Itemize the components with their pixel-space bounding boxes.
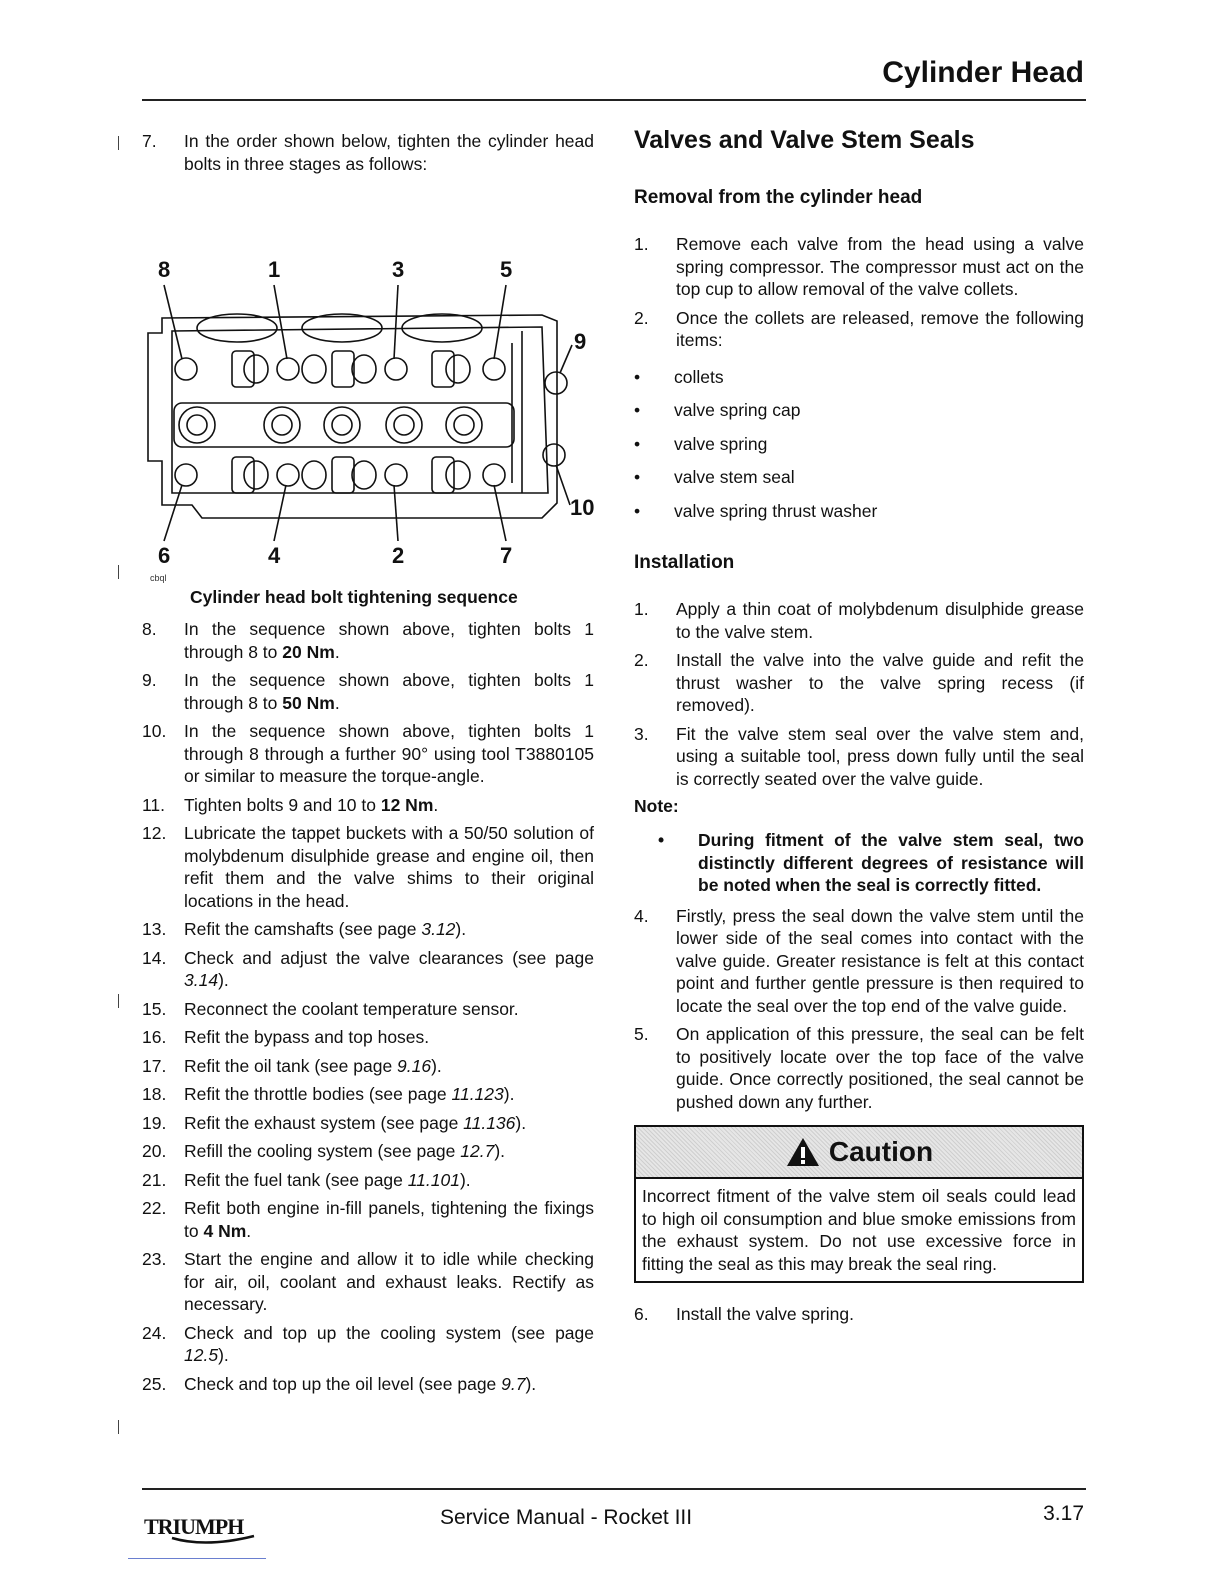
tightening-step: 9. In the sequence shown above, tighten bolts 1 through 8 to 50 Nm. xyxy=(142,670,594,713)
tightening-step: 10. In the sequence shown above, tighten bolts 1 through 8 through a further 90° using tool T3880105 or similar to measure the torque-angle. xyxy=(142,721,594,786)
bolt-label-1: 1 xyxy=(268,257,281,282)
svg-text:TRIUMPH: TRIUMPH xyxy=(144,1514,244,1539)
tightening-step: 12. Lubricate the tappet buckets with a 50/50 solution of molybdenum disulphide grease and engine oil, then refit them and the valve shims to their original locations in the head. xyxy=(142,823,594,911)
installation-step: 1. Apply a thin coat of molybdenum disulphide grease to the valve stem. xyxy=(634,599,1084,642)
installation-heading: Installation xyxy=(634,552,735,573)
removal-bullet: • valve spring thrust washer xyxy=(634,500,878,521)
installation-step: 4. Firstly, press the seal down the valve stem until the lower side of the seal comes into contact with the valve guide. Greater resistance is felt at this contact point and further gentle pressure is then required to locate the seal over the top end of the valve guide. xyxy=(634,905,1084,1016)
header-rule xyxy=(142,99,1086,101)
page-reference: 9.16 xyxy=(397,1055,432,1076)
figure-caption: Cylinder head bolt tightening sequence xyxy=(190,587,518,607)
removal-bullet: • valve spring xyxy=(634,433,768,454)
caution-title: Caution xyxy=(828,1136,934,1167)
page-title: Cylinder Head xyxy=(882,56,1084,89)
tightening-step: 11. Tighten bolts 9 and 10 to 12 Nm. xyxy=(142,794,439,815)
bolt-sequence-figure xyxy=(142,193,594,583)
tightening-step: 22. Refit both engine in-fill panels, tightening the fixings to 4 Nm. xyxy=(142,1198,594,1241)
margin-mark xyxy=(118,565,120,579)
removal-step: 1. Remove each valve from the head using a valve spring compressor. The compressor must act on the top cup to allow removal of the valve collets. xyxy=(634,234,1084,299)
removal-step: 2. Once the collets are released, remove the following items: xyxy=(634,307,1084,350)
page-number: 3.17 xyxy=(1043,1502,1084,1525)
tightening-step: 24. Check and top up the cooling system (see page 12.5). xyxy=(142,1322,594,1365)
page-reference: 11.101 xyxy=(407,1169,460,1190)
margin-mark xyxy=(118,1420,120,1434)
bolt-label-2: 2 xyxy=(392,543,405,568)
section-title: Valves and Valve Stem Seals xyxy=(634,126,975,154)
installation-step: 5. On application of this pressure, the seal can be felt to positively locate over the top face of the valve guide. Once correctly positioned, the seal cannot be pushed down any further. xyxy=(634,1024,1084,1112)
step-7 xyxy=(142,130,594,175)
bolt-label-7: 7 xyxy=(500,543,513,568)
page-reference: 12.5 xyxy=(184,1345,219,1365)
tightening-step: 15. Reconnect the coolant temperature sensor. xyxy=(142,998,519,1019)
note-text: • During fitment of the valve stem seal, two distinctly different degrees of resistance will be noted when the seal is correctly fitted. xyxy=(658,830,1084,895)
tightening-step: 19. Refit the exhaust system (see page 11.136). xyxy=(142,1112,527,1133)
margin-mark xyxy=(118,136,120,150)
tightening-step: 25. Check and top up the oil level (see page 9.7). xyxy=(142,1373,537,1394)
tightening-step: 23. Start the engine and allow it to idle while checking for air, oil, coolant and exhaust leaks. Rectify as necessary. xyxy=(142,1249,594,1314)
triumph-logo xyxy=(142,1508,270,1548)
page-reference: 11.123 xyxy=(451,1084,504,1104)
removal-bullet: • collets xyxy=(634,366,724,387)
removal-heading: Removal from the cylinder head xyxy=(634,187,923,208)
bolt-label-4: 4 xyxy=(268,543,281,568)
removal-bullet: • valve stem seal xyxy=(634,467,795,487)
footer-manual-title: Service Manual - Rocket III xyxy=(440,1506,693,1529)
caution-header xyxy=(636,1127,1082,1179)
bolt-label-9: 9 xyxy=(574,329,587,354)
page-reference: 3.12 xyxy=(421,919,456,939)
bolt-label-10: 10 xyxy=(570,495,594,520)
note-label: Note: xyxy=(634,796,679,816)
step-number: 7. xyxy=(142,131,157,151)
cylinder-head-diagram xyxy=(142,193,594,583)
installation-step: 2. Install the valve into the valve guide and refit the thrust washer to the valve spring recess (if removed). xyxy=(634,650,1084,715)
caution-box xyxy=(634,1125,1084,1283)
tightening-step: 20. Refill the cooling system (see page 12.7). xyxy=(142,1141,506,1161)
removal-bullet: • valve spring cap xyxy=(634,400,801,420)
warning-triangle-icon xyxy=(785,1136,821,1168)
tightening-step: 13. Refit the camshafts (see page 3.12). xyxy=(142,919,467,939)
bolt-label-3: 3 xyxy=(392,257,405,282)
tightening-step: 16. Refit the bypass and top hoses. xyxy=(142,1027,430,1047)
installation-step: 6. Install the valve spring. xyxy=(634,1304,855,1324)
installation-step: 3. Fit the valve stem seal over the valve stem and, using a suitable tool, press down fully until the seal is correctly seated over the valve guide. xyxy=(634,723,1084,789)
margin-mark xyxy=(118,994,120,1008)
bolt-label-8: 8 xyxy=(158,257,171,282)
caution-text: Incorrect fitment of the valve stem oil seals could lead to high oil consumption and blue smoke emissions from the exhaust system. Do not use excessive force in fitting the seal as this may break the seal ring. xyxy=(642,1186,1076,1274)
page-reference: 11.136 xyxy=(463,1112,516,1133)
tightening-step: 8. In the sequence shown above, tighten bolts 1 through 8 to 20 Nm. xyxy=(142,619,594,662)
page-reference: 9.7 xyxy=(501,1373,526,1394)
footer-rule xyxy=(142,1488,1086,1490)
page-reference: 3.14 xyxy=(184,970,219,990)
tightening-step: 14. Check and adjust the valve clearances (see page 3.14). xyxy=(142,947,594,990)
bolt-label-5: 5 xyxy=(500,257,513,282)
step-text: In the order shown below, tighten the cylinder head bolts in three stages as follows: xyxy=(184,131,594,174)
tightening-step: 17. Refit the oil tank (see page 9.16). xyxy=(142,1055,442,1076)
tightening-step: 18. Refit the throttle bodies (see page 11.123). xyxy=(142,1084,515,1104)
tightening-step: 21. Refit the fuel tank (see page 11.101). xyxy=(142,1169,471,1190)
figure-code: cbql xyxy=(150,573,167,583)
left-column xyxy=(142,130,594,1401)
bolt-label-6: 6 xyxy=(158,543,171,568)
right-column xyxy=(634,126,1084,1332)
page-reference: 12.7 xyxy=(460,1141,495,1161)
footer-link-underline xyxy=(128,1558,266,1559)
left-step-list xyxy=(142,618,594,1395)
